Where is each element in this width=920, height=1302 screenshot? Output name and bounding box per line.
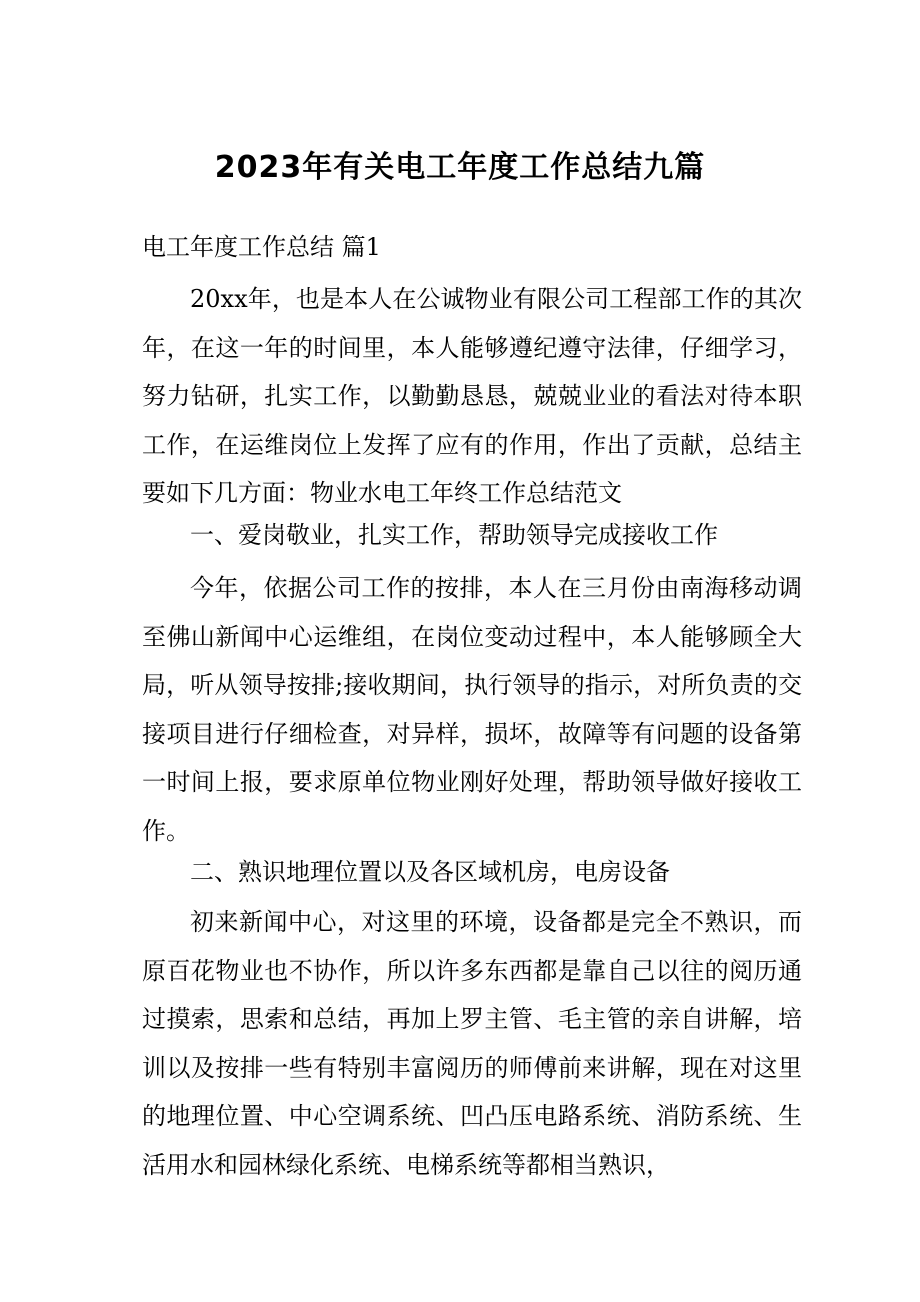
document-title: 2023年有关电工年度工作总结九篇 <box>214 150 706 185</box>
section-heading-1: 一、爱岗敬业，扎实工作，帮助领导完成接收工作 <box>190 521 718 549</box>
paragraph-section-2: 初来新闻中心，对这里的环境，设备都是完全不熟识，而原百花物业也不协作，所以许多东西都是靠自己以往的阅历通过摸索，思索和总结，再加上罗主管、毛主管的亲自讲解，培训以及按排一些有特别丰富阅历的师傅前来讲解，现在对这里的地理位置、中心空调系统、凹凸压电路系统、消防系统、生活用水和园林绿化系统、电梯系统等都相当熟识， <box>142 908 802 1179</box>
paragraph-intro: 20xx年，也是本人在公诚物业有限公司工程部工作的其次年，在这一年的时间里，本人能够遵纪遵守法律，仔细学习，努力钻研，扎实工作，以勤勤恳恳，兢兢业业的看法对待本职工作，在运维岗位上发挥了应有的作用，作出了贡献，总结主要如下几方面：物业水电工年终工作总结范文 <box>142 285 802 507</box>
section-label: 电工年度工作总结 篇1 <box>142 233 381 261</box>
section-heading-2: 二、熟识地理位置以及各区域机房，电房设备 <box>190 858 670 886</box>
paragraph-section-1: 今年，依据公司工作的按排，本人在三月份由南海移动调至佛山新闻中心运维组，在岗位变动过程中，本人能够顾全大局，听从领导按排;接收期间，执行领导的指示，对所负责的交接项目进行仔细检查，对异样，损坏，故障等有问题的设备第一时间上报，要求原单位物业刚好处理，帮助领导做好接收工作。 <box>142 574 802 845</box>
